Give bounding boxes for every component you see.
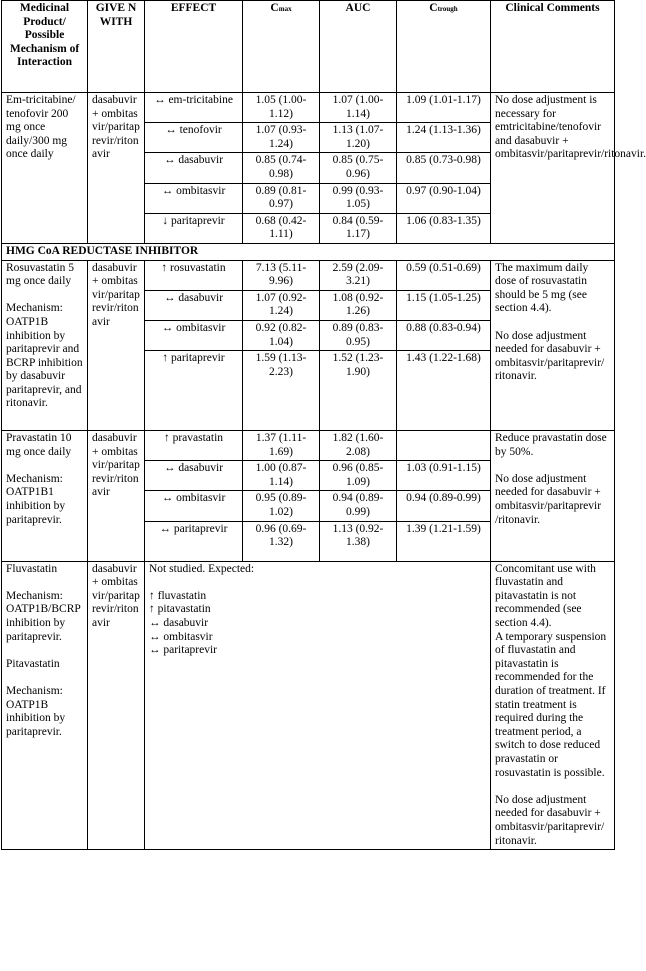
cmax-cell: 1.07 (0.92-1.24) bbox=[243, 290, 320, 320]
auc-cell: 0.94 (0.89-0.99) bbox=[320, 491, 397, 521]
effect-cell: ↔ tenofovir bbox=[145, 123, 243, 153]
auc-cell: 0.96 (0.85-1.09) bbox=[320, 461, 397, 491]
header-ctrough-sub: trough bbox=[437, 5, 458, 13]
ctrough-cell bbox=[397, 431, 491, 461]
effect-cell: ↔ em-tricitabine bbox=[145, 93, 243, 123]
table-row bbox=[2, 561, 615, 849]
ctrough-cell: 0.88 (0.83-0.94) bbox=[397, 320, 491, 350]
ctrough-cell: 0.94 (0.89-0.99) bbox=[397, 491, 491, 521]
cmax-cell: 0.92 (0.82-1.04) bbox=[243, 320, 320, 350]
pravastatin-comment: Reduce pravastatin dose by 50%. No dose adjustment needed for dasabuvir + ombitasvir/paritaprevir /ritonavir. bbox=[491, 431, 615, 562]
section-row bbox=[2, 243, 615, 260]
auc-cell: 1.08 (0.92-1.26) bbox=[320, 290, 397, 320]
fluvastatin-product: Fluvastatin Mechanism: OATP1B/BCRP inhibition by paritaprevir. Pitavastatin Mechanism: OATP1B inhibition by paritaprevir. bbox=[2, 561, 88, 849]
header-row bbox=[2, 1, 615, 93]
effect-cell: ↔ dasabuvir bbox=[145, 153, 243, 183]
auc-cell: 1.13 (1.07-1.20) bbox=[320, 123, 397, 153]
header-cmax bbox=[243, 1, 320, 93]
auc-cell: 1.07 (1.00-1.14) bbox=[320, 93, 397, 123]
rosuvastatin-given: dasabuvir + ombitasvir/paritaprevir/ritonavir bbox=[88, 260, 145, 431]
ctrough-cell: 0.97 (0.90-1.04) bbox=[397, 183, 491, 213]
effect-cell: ↔ ombitasvir bbox=[145, 183, 243, 213]
auc-cell: 0.85 (0.75-0.96) bbox=[320, 153, 397, 183]
auc-cell: 1.52 (1.23-1.90) bbox=[320, 351, 397, 431]
interaction-table bbox=[1, 0, 646, 850]
auc-cell: 0.84 (0.59-1.17) bbox=[320, 213, 397, 243]
emtricitabine-product: Em-tricitabine/ tenofovir 200 mg once daily/300 mg once daily bbox=[2, 93, 88, 244]
effect-cell: ↔ paritaprevir bbox=[145, 521, 243, 561]
header-effect: EFFECT bbox=[145, 1, 243, 93]
ctrough-cell: 1.06 (0.83-1.35) bbox=[397, 213, 491, 243]
auc-cell: 1.13 (0.92-1.38) bbox=[320, 521, 397, 561]
fluvastatin-given: dasabuvir + ombitasvir/paritaprevir/ritonavir bbox=[88, 561, 145, 849]
effect-cell: ↔ ombitasvir bbox=[145, 491, 243, 521]
header-product: Medicinal Product/ Possible Mechanism of Interaction bbox=[2, 1, 88, 93]
effect-cell: ↔ dasabuvir bbox=[145, 461, 243, 491]
effect-cell: ↑ rosuvastatin bbox=[145, 260, 243, 290]
table-row bbox=[2, 431, 615, 461]
auc-cell: 0.99 (0.93-1.05) bbox=[320, 183, 397, 213]
table-row bbox=[2, 260, 615, 290]
cmax-cell: 0.68 (0.42-1.11) bbox=[243, 213, 320, 243]
effect-cell: ↓ paritaprevir bbox=[145, 213, 243, 243]
cmax-cell: 1.00 (0.87-1.14) bbox=[243, 461, 320, 491]
header-comments: Clinical Comments bbox=[491, 1, 615, 93]
header-given-with: GIVE N WITH bbox=[88, 1, 145, 93]
cmax-cell: 0.89 (0.81-0.97) bbox=[243, 183, 320, 213]
header-ctrough-main: C bbox=[429, 2, 438, 14]
cmax-cell: 0.85 (0.74-0.98) bbox=[243, 153, 320, 183]
auc-cell: 1.82 (1.60-2.08) bbox=[320, 431, 397, 461]
header-cmax-sub: max bbox=[278, 5, 292, 13]
cmax-cell: 1.05 (1.00-1.12) bbox=[243, 93, 320, 123]
cmax-cell: 0.96 (0.69-1.32) bbox=[243, 521, 320, 561]
ctrough-cell: 0.85 (0.73-0.98) bbox=[397, 153, 491, 183]
fluvastatin-effect: Not studied. Expected: ↑ fluvastatin ↑ pitavastatin ↔ dasabuvir ↔ ombitasvir ↔ paritaprevir bbox=[145, 561, 491, 849]
pravastatin-product: Pravastatin 10 mg once daily Mechanism: OATP1B1 inhibition by paritaprevir. bbox=[2, 431, 88, 562]
fluvastatin-comment: Concomitant use with fluvastatin and pitavastatin is not recommended (see section 4.4). A temporary suspension of fluvastatin and pitavastatin is recommended for the duration of treatment. If statin treatment is required during the treatment period, a switch to dose reduced pravastatin or rosuvastatin is possible. No dose adjustment needed for dasabuvir + ombitasvir/paritaprevir/ ritonavir. bbox=[491, 561, 615, 849]
auc-cell: 2.59 (2.09-3.21) bbox=[320, 260, 397, 290]
emtricitabine-comment: No dose adjustment is necessary for emtricitabine/tenofovir and dasabuvir + ombitasvir/paritaprevir/ritonavir. bbox=[491, 93, 615, 244]
header-auc: AUC bbox=[320, 1, 397, 93]
auc-cell: 0.89 (0.83-0.95) bbox=[320, 320, 397, 350]
cmax-cell: 1.37 (1.11-1.69) bbox=[243, 431, 320, 461]
ctrough-cell: 1.09 (1.01-1.17) bbox=[397, 93, 491, 123]
ctrough-cell: 1.24 (1.13-1.36) bbox=[397, 123, 491, 153]
ctrough-cell: 1.43 (1.22-1.68) bbox=[397, 351, 491, 431]
header-cmax-main: C bbox=[270, 2, 279, 14]
effect-cell: ↔ ombitasvir bbox=[145, 320, 243, 350]
section-title: HMG CoA REDUCTASE INHIBITOR bbox=[2, 243, 615, 260]
effect-cell: ↑ pravastatin bbox=[145, 431, 243, 461]
effect-cell: ↔ dasabuvir bbox=[145, 290, 243, 320]
cmax-cell: 1.07 (0.93-1.24) bbox=[243, 123, 320, 153]
rosuvastatin-comment: The maximum daily dose of rosuvastatin should be 5 mg (see section 4.4). No dose adjustment needed for dasabuvir + ombitasvir/paritaprevir/ ritonavir. bbox=[491, 260, 615, 431]
ctrough-cell: 1.39 (1.21-1.59) bbox=[397, 521, 491, 561]
ctrough-cell: 1.03 (0.91-1.15) bbox=[397, 461, 491, 491]
emtricitabine-given: dasabuvir + ombitasvir/paritaprevir/ritonavir bbox=[88, 93, 145, 244]
effect-cell: ↑ paritaprevir bbox=[145, 351, 243, 431]
cmax-cell: 0.95 (0.89-1.02) bbox=[243, 491, 320, 521]
header-ctrough bbox=[397, 1, 491, 93]
table-row bbox=[2, 93, 615, 123]
ctrough-cell: 0.59 (0.51-0.69) bbox=[397, 260, 491, 290]
ctrough-cell: 1.15 (1.05-1.25) bbox=[397, 290, 491, 320]
rosuvastatin-product: Rosuvastatin 5 mg once daily Mechanism: OATP1B inhibition by paritaprevir and BCRP inhibition by dasabuvir paritaprevir, and ritonavir. bbox=[2, 260, 88, 431]
pravastatin-given: dasabuvir + ombitasvir/paritaprevir/ritonavir bbox=[88, 431, 145, 562]
cmax-cell: 7.13 (5.11-9.96) bbox=[243, 260, 320, 290]
cmax-cell: 1.59 (1.13-2.23) bbox=[243, 351, 320, 431]
